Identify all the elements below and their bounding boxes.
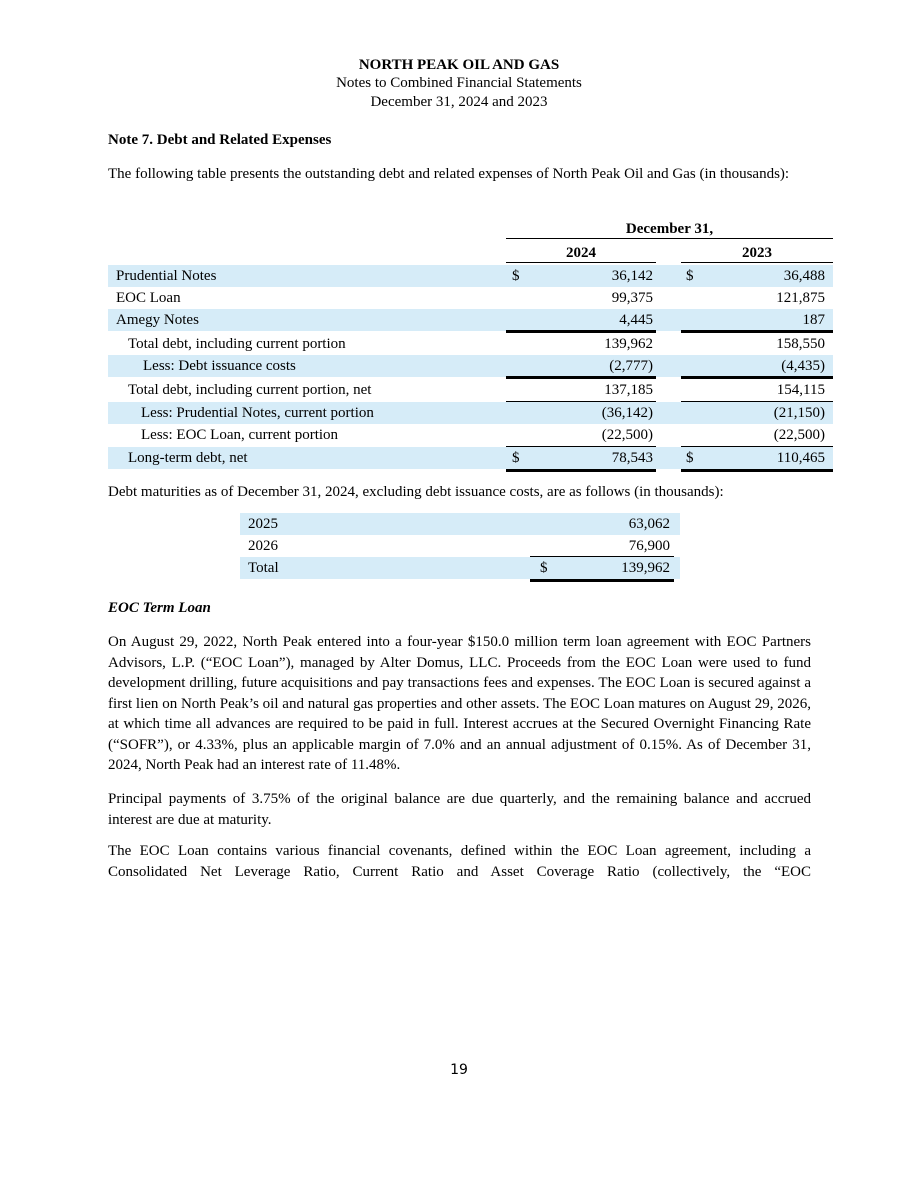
row-label: EOC Loan <box>116 290 181 306</box>
value-2023: (22,500) <box>773 427 825 443</box>
total-double-rule <box>530 579 674 582</box>
value-2023: (4,435) <box>781 358 825 374</box>
page-number: 19 <box>450 1062 468 1078</box>
value-2024: (36,142) <box>601 405 653 421</box>
dollar-sign: $ <box>686 450 694 466</box>
value-2023: 36,488 <box>783 268 825 284</box>
section-title: EOC Term Loan <box>108 600 211 616</box>
row-label: Prudential Notes <box>116 268 217 284</box>
dollar-sign: $ <box>512 268 520 284</box>
value-2024: (22,500) <box>601 427 653 443</box>
paragraph: The EOC Loan contains various financial covenants, defined within the EOC Loan agreement, including a Consolidated Net Leverage Ratio, Current Ratio and Asset Coverage Ratio (collectively, the “EOC <box>108 843 811 880</box>
paragraph: On August 29, 2022, North Peak entered into a four-year $150.0 million term loan agreement with EOC Partners Advisors, L.P. (“EOC Loan”), managed by Alter Domus, LLC. Proceeds from the EOC Loan were used to fund development drilling, future acquisitions and pay transactions fees and expenses. The EOC Loan is secured against a first lien on North Peak’s oil and natural gas properties and other assets. The EOC Loan matures on August 29, 2026, at which time all advances are required to be paid in full. Interest accrues at the Secured Overnight Financing Rate (“SOFR”), or 4.33%, plus an applicable margin of 7.0% and an annual adjustment of 0.15%. As of December 31, 2024, North Peak had an interest rate of 11.48%. <box>108 634 811 773</box>
value-2023: (21,150) <box>773 405 825 421</box>
maturities-intro: Debt maturities as of December 31, 2024, excluding debt issuance costs, are as follows (in thousands): <box>108 484 724 500</box>
paragraph: Principal payments of 3.75% of the original balance are due quarterly, and the remaining balance and accrued interest are due at maturity. <box>108 791 811 828</box>
value-2024: 4,445 <box>619 312 653 328</box>
row-value: 139,962 <box>621 560 670 576</box>
table-row <box>108 309 833 331</box>
value-2023: 154,115 <box>776 382 825 398</box>
value-2024: 139,962 <box>604 336 653 352</box>
total-double-rule <box>506 469 656 472</box>
row-label: Total debt, including current portion <box>128 336 346 352</box>
total-double-rule <box>681 469 833 472</box>
value-2024: (2,777) <box>609 358 653 374</box>
column-header-2024: 2024 <box>506 244 656 263</box>
dollar-sign: $ <box>540 560 548 576</box>
period-header: December 31, <box>506 220 833 239</box>
note-intro: The following table presents the outstanding debt and related expenses of North Peak Oil and Gas (in thousands): <box>108 166 790 182</box>
value-2023: 158,550 <box>776 336 825 352</box>
row-value: 76,900 <box>628 538 670 554</box>
table-row <box>108 379 833 401</box>
value-2023: 121,875 <box>776 290 825 306</box>
table-row <box>108 355 833 377</box>
statement-date: December 31, 2024 and 2023 <box>370 94 548 110</box>
table-row <box>240 557 680 579</box>
table-row <box>240 513 680 535</box>
row-label: Less: EOC Loan, current portion <box>141 427 339 443</box>
value-2024: 36,142 <box>611 268 653 284</box>
table-row <box>240 535 680 557</box>
column-header-2023: 2023 <box>681 244 833 263</box>
note-title: Note 7. Debt and Related Expenses <box>108 132 332 148</box>
value-2024: 99,375 <box>611 290 653 306</box>
table-row <box>108 424 833 446</box>
value-2024: 78,543 <box>611 450 653 466</box>
row-label: Amegy Notes <box>116 312 199 328</box>
company-name: NORTH PEAK OIL AND GAS <box>358 57 560 73</box>
dollar-sign: $ <box>512 450 520 466</box>
table-row <box>108 265 833 287</box>
row-label: Total debt, including current portion, net <box>128 382 372 398</box>
value-2024: 137,185 <box>604 382 653 398</box>
row-value: 63,062 <box>628 516 670 532</box>
dollar-sign: $ <box>686 268 694 284</box>
table-row <box>108 287 833 309</box>
statement-subtitle: Notes to Combined Financial Statements <box>336 75 582 91</box>
row-label: Long-term debt, net <box>128 450 248 466</box>
value-2023: 187 <box>802 312 825 328</box>
table-row <box>108 402 833 424</box>
table-row <box>108 447 833 469</box>
row-label: 2026 <box>248 538 278 554</box>
row-label: 2025 <box>248 516 278 532</box>
row-label: Less: Prudential Notes, current portion <box>141 405 374 421</box>
table-row <box>108 333 833 355</box>
row-label: Less: Debt issuance costs <box>143 358 296 374</box>
value-2023: 110,465 <box>776 450 825 466</box>
row-label: Total <box>248 560 279 576</box>
